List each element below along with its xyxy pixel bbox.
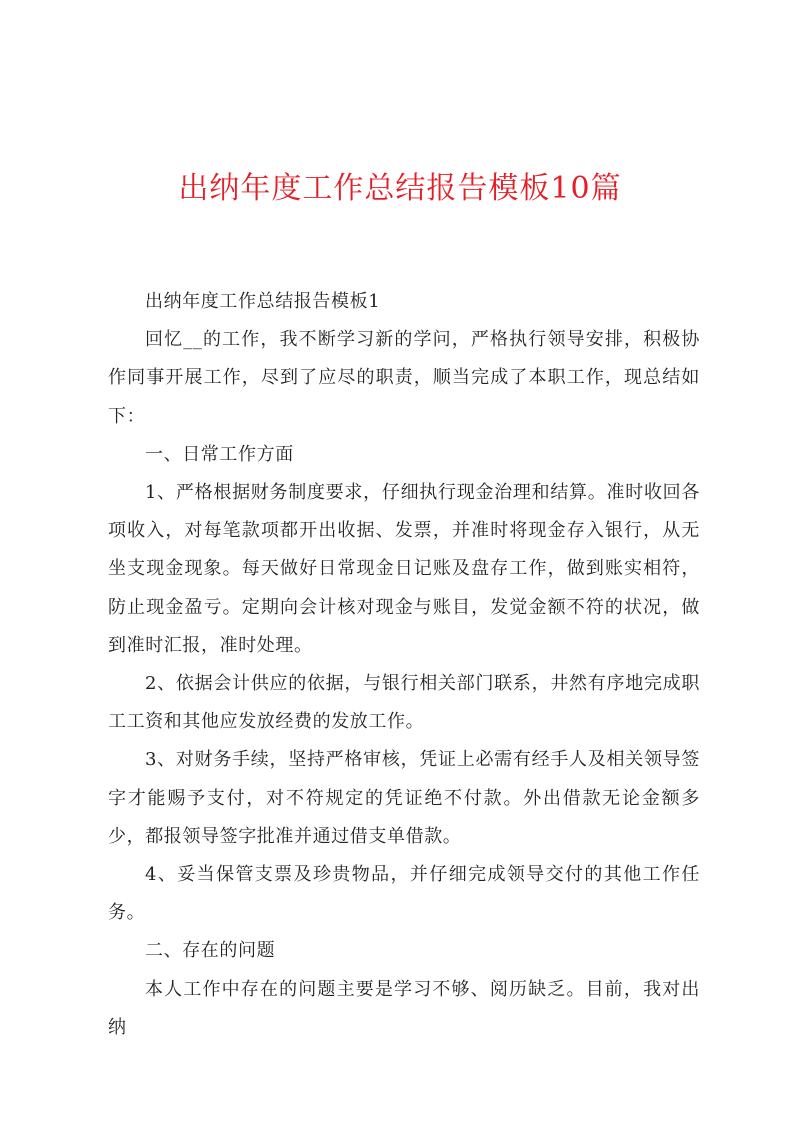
section-title: 出纳年度工作总结报告模板1 (145, 291, 381, 312)
paragraph-item-1: 1、严格根据财务制度要求，仔细执行现金治理和结算。准时收回各项收入，对每笔款项都开出收据、发票，并准时将现金存入银行，从无坐支现金现象。每天做好日常现金日记账及盘存工作，做到账实相符，防止现金盈亏。定期向会计核对现金与账目，发觉金额不符的状况，做到准时汇报，准时处理。 (108, 482, 700, 656)
document-title: 出纳年度工作总结报告模板10篇 (178, 171, 622, 206)
paragraph-intro: 回忆__的工作，我不断学习新的学问，严格执行领导安排，积极协作同事开展工作，尽到了应尽的职责，顺当完成了本职工作，现总结如下： (108, 329, 700, 427)
paragraph-item-4: 4、妥当保管支票及珍贵物品，并仔细完成领导交付的其他工作任务。 (108, 864, 700, 924)
document-body (108, 283, 700, 1047)
heading-daily-work: 一、日常工作方面 (145, 443, 294, 465)
paragraph-item-3: 3、对财务手续，坚持严格审核，凭证上必需有经手人及相关领导签字才能赐予支付，对不符规定的凭证绝不付款。外出借款无论金额多少，都报领导签字批准并通过借支单借款。 (108, 749, 700, 847)
paragraph-problems: 本人工作中存在的问题主要是学习不够、阅历缺乏。目前，我对出纳 (108, 978, 700, 1038)
paragraph-item-2: 2、依据会计供应的依据，与银行相关部门联系，井然有序地完成职工工资和其他应发放经费的发放工作。 (108, 673, 700, 733)
heading-problems: 二、存在的问题 (145, 940, 276, 962)
